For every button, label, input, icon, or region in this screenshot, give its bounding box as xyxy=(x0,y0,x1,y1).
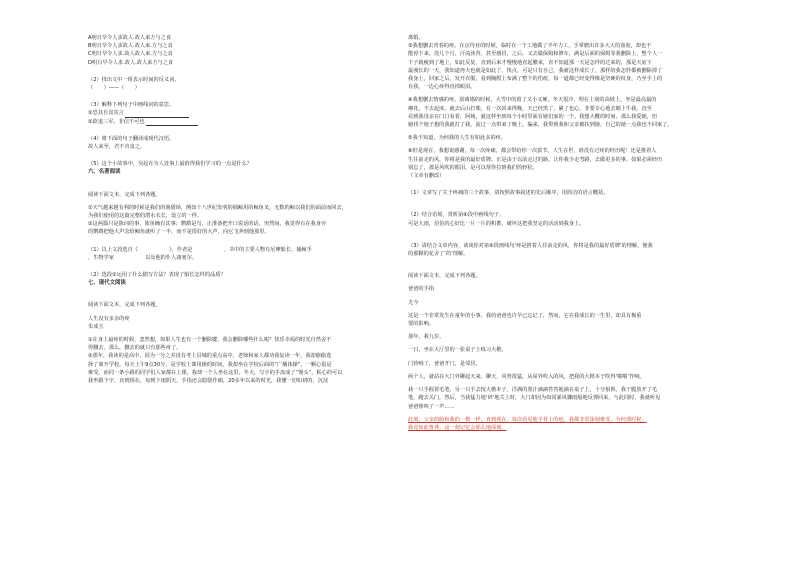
passage-line: 别忘了，那是风吹的眼泪，是可以帮你拉到我们的轻松。 xyxy=(408,164,538,171)
passage-line: 离婚。 xyxy=(408,35,424,41)
passage-line: ⑥但是现在，我想说感谢，每一次疼痛，都会带给你一次拔节。人生在世，谁没有过疼的经历呢！还是推着人 xyxy=(408,148,657,155)
answer-blank[interactable] xyxy=(146,119,198,126)
question-4-text: 故人来至，君不肯食之。 xyxy=(88,144,146,151)
passage-line: 的鹦鹉把他大声念给鲸鱼就听了一半，而不是很好的大声，向它飞奔到他那里。 xyxy=(88,229,270,236)
question-1: （1）文章写了关于疼痛的三个故事，请按照故事叙述的先后顺序，用简洁的语言概括。 xyxy=(408,190,609,197)
answer-blank[interactable] xyxy=(125,111,189,118)
section-6-q1: （1）以上文段选自《 》，作者是 。书中的主要人物有尼摩船长、捕鲸手 xyxy=(88,246,312,253)
passage-line: 得删去，那么，删去的就只有那些疼了。 xyxy=(88,345,182,352)
passage-line: 两个人，就站在大门外聊起天来。聊天，风势很猛，从屋外吹入的风，把我的大楷本子吹得‘啪啪’作响。 xyxy=(408,373,645,380)
article-title: 人生没有多余的疼 xyxy=(88,315,130,322)
passage-line: 这是一个非常发生在童年的小事，我的爸爸也许早已忘记了，然而，它在我成长的一生里，却具有极重 xyxy=(408,312,642,319)
question-3-b: ②欲退三军，非信不可也 xyxy=(88,118,440,126)
question-3-b: 的那颗的花舍了‘的’理解。 xyxy=(408,251,469,258)
section-7-intro: 阅读下面文本，完成下列各题。 xyxy=(88,302,161,309)
underlined-passage-line: 此刻，父亲的脸和我的一模一样，直到现在，每次看见他手背上的疤，我都非常深刻难受，为何那时候， xyxy=(408,416,647,423)
passage-line: 门铃响了，爸爸开门，是邻居。 xyxy=(408,360,481,367)
passage-line: 她找个地子想的我就打了我，流过一点带来了晚上。骗来，我带到我和父亲被扶到她，自己的她一点我也不回家了。 xyxy=(408,122,673,129)
passage-line: 爸爸惨叫了一声…… xyxy=(408,403,455,410)
passage-line: 我坐跟个字，直到现在，每到下雨阴天，手指还会隐隐作痛，20多年以来的时光，我懂一切如初的，沉淀 xyxy=(88,378,329,385)
passage-line: ①天气越来越有利的时候是我们的渔猎场，例如十八世纪发明的捕鲸用的鲸鱼叉，无数的鲸以我们的面前而回去， xyxy=(88,204,347,211)
passage-line: ⑤我不知道，为何我的人生有如此多的疼。 xyxy=(408,135,507,142)
question-2: （2）找出文中一组表示时间的反义词。 xyxy=(88,76,180,83)
reading-intro: 阅读下面文本，完成下列各题。 xyxy=(408,273,481,280)
question-2: （2）结合语境，赏析第④段中画线句子。 xyxy=(408,212,505,219)
passage-line: ③我想删去青春的疼。在京待业的时候，临时在一个工地做了半年力工，手掌磨出许多大大的血泡，却也不 xyxy=(408,43,652,50)
question-3: （3）请结合文章内容，谈谈你对第⑥段画线句‘疼是推着人往前走的风，你将是我的最好盾牌’的理解，便我 xyxy=(408,242,653,249)
right-column xyxy=(408,34,760,432)
passage-line: 一日，坐在大厅里的一张桌子上练习大楷。 xyxy=(408,347,507,354)
section-7-heading: 七、现代文阅读 xyxy=(88,280,126,287)
passage-line: ②这两篇只是陈词的事，鲨鱼确有其事；鹦鹉是鸟，正准备把开口说话的话。突然间，我觉得有在我身旁 xyxy=(88,221,327,228)
question-2-answer: （ ）——（ ） xyxy=(88,85,140,92)
passage-line: 为我们使用的这篇完整的潜水衣长，设立的一样。 xyxy=(88,213,203,220)
passage-line: 下子就瘦到了地上，如此反复，直到后来才慢慢地直起腰来，直不知道那一天是怎样的过来的，那是天底下 xyxy=(408,59,652,66)
option-d: D明日早令人求.故人.故人来方与之食 xyxy=(88,59,174,66)
passage-line: 能停下来。没几个月，汗流浃背，甚至感冒，之后，又去做保姆和修车，满是后面的保姆等我删除上，整个人一 xyxy=(408,51,663,58)
passage-line: 生往前走的风，你将是我的最好盾牌。正是由于以前走过的路，让你我少走弯路，去做更多的事。如果必须经历 xyxy=(408,156,663,163)
passage-line: 笔，跑去关门，然后，当我猛力地‘砰’地关上时，大门却因为如同暴风骤雨般地反弹回来，与此同时，我就听见 xyxy=(408,395,661,402)
option-b: B明日早令人求故人.故人来.方与之食 xyxy=(88,43,173,50)
question-3: （3）解释下列句子中画线词的意思。 xyxy=(88,102,175,109)
section-6-intro: 阅读下面文本，完成下列各题。 xyxy=(88,191,161,198)
passage-line: 看到我母亲在门口看着，阿姨，就这样坐到每个小时里面有她们家的一个。我想大概的时间，那么我爱她，但 xyxy=(408,113,658,120)
passage-line: 择了离开学校。每天上午9点30分，是学校上课用操的时间，我却坐在学校后面的“广播体操”，一颗心很是 xyxy=(88,361,332,368)
source-note: （文章有删改） xyxy=(408,173,445,180)
passage-line: 那年，我九岁。 xyxy=(408,334,445,341)
passage-line: 难受。而同一条小路的同学们人家都在上课，我却一个人坐在这里。冬天，写字的手冻成了“馒头”，粘心的可以 xyxy=(88,369,343,376)
left-column xyxy=(88,34,440,385)
passage-line: 要的影响。 xyxy=(408,321,434,328)
passage-line: 我身上，回家之后，发开衣服，看到胸膛上布满了整个的伤痕，每一道都已经变得像是坚硬的纹身，乃至手上的 xyxy=(408,76,663,83)
passage-line: 最漫长的一天，我知道再大也就是如此了。快点，可是只有自己，我就这样成长了，那样的我怎样都被删除掉了 xyxy=(408,67,663,74)
question-5: （5）这个小故事中，吴起在为人处事上最值得我们学习的一点是什么？ xyxy=(88,161,253,168)
section-6-q2: （2）选段②运用了什么描写方法？表现了船长怎样的品质？ xyxy=(88,272,226,279)
passage-line: 我一只手握着毛笔，另一只手去按大楷本子，洋满的墨汁滴滴答答地滴在桌子上，十分狼狈。我干脆放开了毛 xyxy=(408,387,658,394)
option-a: A明日早令人求故人.故人来方与之食 xyxy=(88,35,172,41)
question-2-quote: 可是大雨，伯伯的心好比一片一片的积蓄，破坏这把我坚定的活活到我身上。 xyxy=(408,220,585,227)
passage-line: 有我，一边心疼得直掉眼泪。 xyxy=(408,84,476,91)
question-3-a: ①恐其自食其言 xyxy=(88,109,440,117)
option-c: C明日早令人求.故人故人来.方与之食 xyxy=(88,51,173,58)
passage-line: 瘠花，不去起床，就去后山打柴，有一次回来得晚，天已经黑了，累了也心，非要专心地去锄上牛我，直至 xyxy=(408,105,652,112)
article-author: 尤今 xyxy=(408,299,419,306)
passage-line: ②那年，我读的是高中，因为一分之差没有考上县城的重点高中，老师和家人都劝我复读一年，我却偷偷选 xyxy=(88,353,332,360)
section-6-q1-b: ，生物学家 以及他的仆人康塞尔。 xyxy=(88,254,197,261)
article-title: 爸爸的手指 xyxy=(408,286,434,293)
section-6-heading: 六、名著阅读 xyxy=(88,169,121,176)
article-author: 朱成玉 xyxy=(88,323,104,330)
passage-line: ④我想删去情感的疼。别离婚的时候，大雪中的留了又小又硬，冬天很冷，埋在上别的高坡上，坐是最高最的 xyxy=(408,97,657,104)
question-4: （4）将下面的句子翻译成现代汉语。 xyxy=(88,135,175,142)
passage-line: ①在身上最疼的时候，忽然想，如果人生也有一个删除键，我会删除哪些什么呢？快乐幸福的时光自然舍不 xyxy=(88,337,332,344)
underlined-passage-line: 我竟如此鲁莽，这一刻记忆会那么地深刻。 xyxy=(408,424,507,431)
